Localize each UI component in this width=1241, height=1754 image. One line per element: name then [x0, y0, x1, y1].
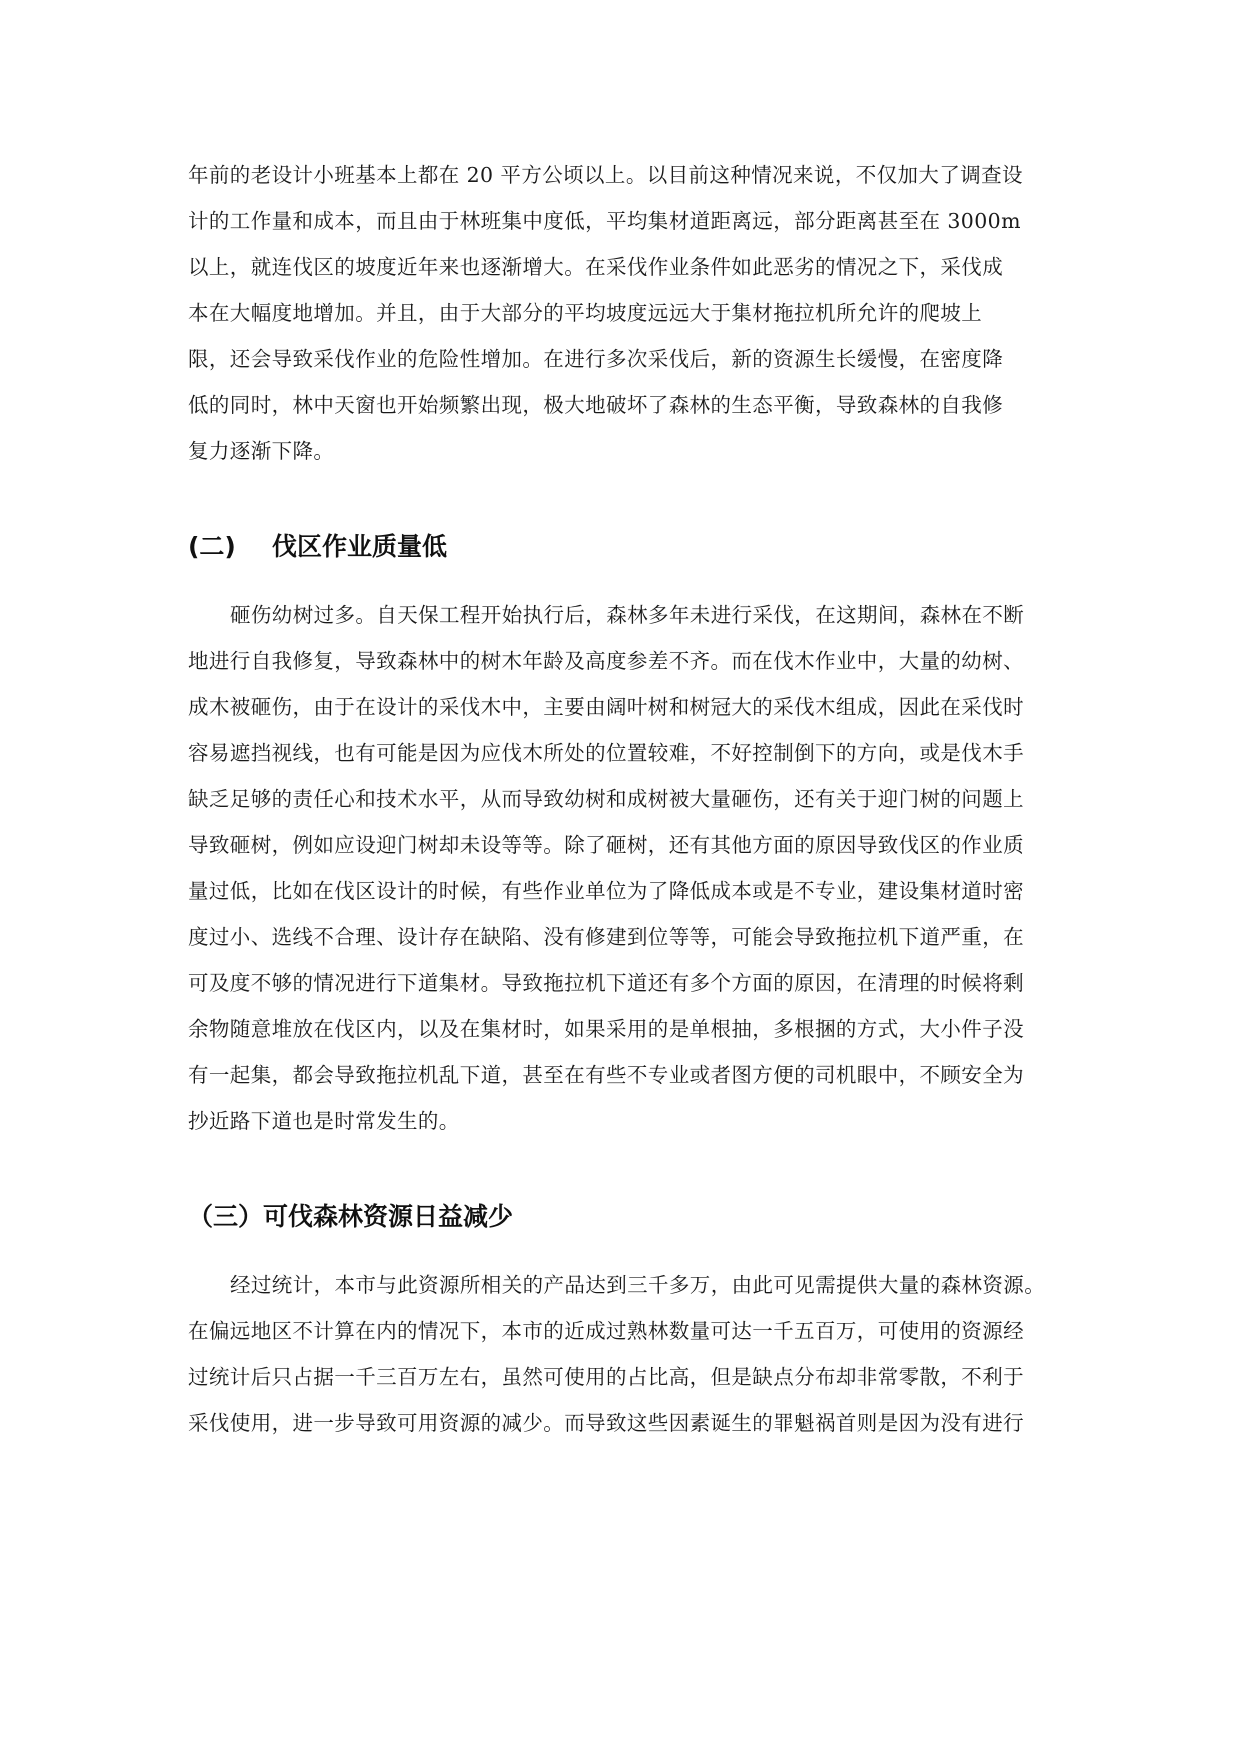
paragraph-2-line: 成木被砸伤，由于在设计的采伐木中，主要由阔叶树和树冠大的采伐木组成，因此在采伐时 — [188, 695, 1024, 719]
paragraph-1-line: 限，还会导致采伐作业的危险性增加。在进行多次采伐后，新的资源生长缓慢，在密度降 — [188, 347, 1004, 371]
section-heading-2 — [188, 530, 447, 564]
paragraph-3-line: 经过统计，本市与此资源所相关的产品达到三千多万，由此可见需提供大量的森林资源。 — [230, 1273, 1046, 1297]
paragraph-2-line: 抄近路下道也是时常发生的。 — [188, 1109, 460, 1133]
paragraph-3-line: 采伐使用，进一步导致可用资源的减少。而导致这些因素诞生的罪魁祸首则是因为没有进行 — [188, 1411, 1024, 1435]
paragraph-1-line: 低的同时，林中天窗也开始频繁出现，极大地破坏了森林的生态平衡，导致森林的自我修 — [188, 393, 1004, 417]
paragraph-1-line: 以上，就连伐区的坡度近年来也逐渐增大。在采伐作业条件如此恶劣的情况之下，采伐成 — [188, 255, 1004, 279]
paragraph-2-line: 有一起集，都会导致拖拉机乱下道，甚至在有些不专业或者图方便的司机眼中，不顾安全为 — [188, 1063, 1024, 1087]
paragraph-1-line: 计的工作量和成本，而且由于林班集中度低，平均集材道距离远，部分距离甚至在 3000m — [188, 209, 1021, 233]
paragraph-1-line: 年前的老设计小班基本上都在 20 平方公顷以上。以目前这种情况来说，不仅加大了调查设 — [188, 163, 1023, 187]
paragraph-2-line: 砸伤幼树过多。自天保工程开始执行后，森林多年未进行采伐，在这期间，森林在不断 — [230, 603, 1025, 627]
paragraph-2-line: 可及度不够的情况进行下道集材。导致拖拉机下道还有多个方面的原因，在清理的时候将剩 — [188, 971, 1024, 995]
paragraph-3-line: 过统计后只占据一千三百万左右，虽然可使用的占比高，但是缺点分布却非常零散，不利于 — [188, 1365, 1024, 1389]
paragraph-2-line: 容易遮挡视线，也有可能是因为应伐木所处的位置较难，不好控制倒下的方向，或是伐木手 — [188, 741, 1024, 765]
section-title: （三）可伐森林资源日益减少 — [188, 1202, 514, 1231]
paragraph-2-line: 缺乏足够的责任心和技术水平，从而导致幼树和成树被大量砸伤，还有关于迎门树的问题上 — [188, 787, 1024, 811]
paragraph-2-line: 度过小、选线不合理、设计存在缺陷、没有修建到位等等，可能会导致拖拉机下道严重，在 — [188, 925, 1024, 949]
paragraph-2-line: 导致砸树，例如应设迎门树却未设等等。除了砸树，还有其他方面的原因导致伐区的作业质 — [188, 833, 1024, 857]
paragraph-2-line: 余物随意堆放在伐区内，以及在集材时，如果采用的是单根抽，多根捆的方式，大小件子没 — [188, 1017, 1024, 1041]
section-title: 伐区作业质量低 — [272, 532, 448, 561]
paragraph-1-line: 本在大幅度地增加。并且，由于大部分的平均坡度远远大于集材拖拉机所允许的爬坡上 — [188, 301, 983, 325]
section-number: (二) — [188, 532, 236, 561]
section-heading-3 — [188, 1200, 513, 1234]
paragraph-3-line: 在偏远地区不计算在内的情况下，本市的近成过熟林数量可达一千五百万，可使用的资源经 — [188, 1319, 1024, 1343]
paragraph-1-line: 复力逐渐下降。 — [188, 439, 335, 463]
paragraph-2-line: 量过低，比如在伐区设计的时候，有些作业单位为了降低成本或是不专业，建设集材道时密 — [188, 879, 1024, 903]
paragraph-2-line: 地进行自我修复，导致森林中的树木年龄及高度参差不齐。而在伐木作业中，大量的幼树、 — [188, 649, 1024, 673]
